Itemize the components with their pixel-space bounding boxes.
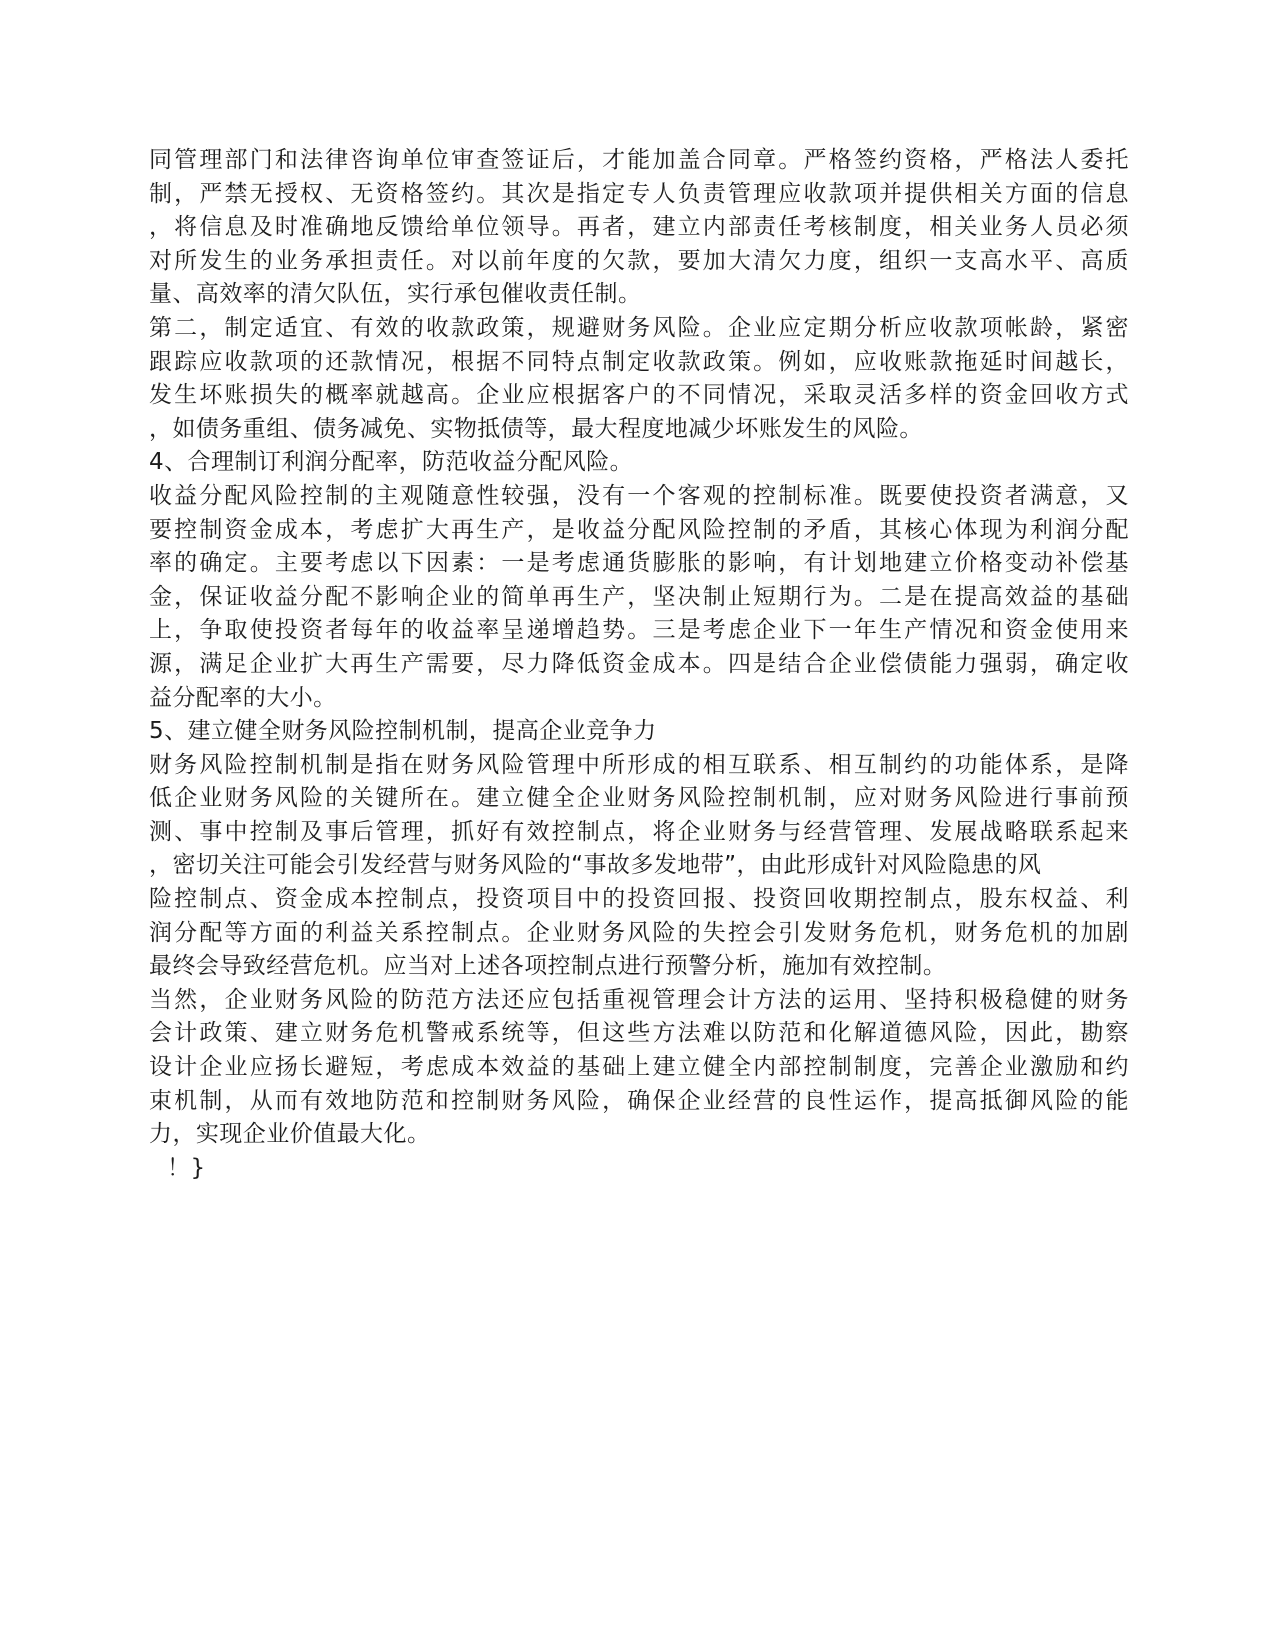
text-line-16: 源，满足企业扩大再生产需要，尽力降低资金成本。四是结合企业偿债能力强弱，确定收 [149,650,1129,677]
text-line-19: 财务风险控制机制是指在财务风险管理中所形成的相互联系、相互制约的功能体系，是降 [149,751,1129,778]
text-line-29: 束机制，从而有效地防范和控制财务风险，确保企业经营的良性运作，提高抵御风险的能 [149,1087,1129,1114]
text-line-4: 对所发生的业务承担责任。对以前年度的欠款，要加大清欠力度，组织一支高水平、高质 [149,247,1129,274]
section-heading-5: 5、建立健全财务风险控制机制，提高企业竞争力 [149,718,657,745]
text-line-13: 率的确定。主要考虑以下因素：一是考虑通货膨胀的影响，有计划地建立价格变动补偿基 [149,550,1129,577]
text-line-1: 同管理部门和法律咨询单位审查签证后，才能加盖合同章。严格签约资格，严格法人委托 [149,147,1129,173]
text-line-9: ，如债务重组、债务减免、实物抵债等，最大程度地减少坏账发生的风险。 [149,415,923,442]
text-line-22: ，密切关注可能会引发经营与财务风险的“事故多发地带”，由此形成针对风险隐患的风 [149,852,1042,879]
text-line-11: 收益分配风险控制的主观随意性较强，没有一个客观的控制标准。既要使投资者满意，又 [149,482,1129,509]
document-page [149,144,1129,1185]
text-line-26: 当然，企业财务风险的防范方法还应包括重视管理会计方法的运用、坚持积极稳健的财务 [149,986,1129,1013]
text-line-27: 会计政策、建立财务危机警戒系统等，但这些方法难以防范和化解道德风险，因此，勘察 [149,1020,1129,1047]
text-line-2: 制，严禁无授权、无资格签约。其次是指定专人负责管理应收款项并提供相关方面的信息 [149,180,1129,207]
text-line-25: 最终会导致经营危机。应当对上述各项控制点进行预警分析，施加有效控制。 [149,953,947,980]
text-line-7: 跟踪应收款项的还款情况，根据不同特点制定收款政策。例如，应收账款拖延时间越长， [149,348,1129,375]
text-line-14: 金，保证收益分配不影响企业的简单再生产，坚决制止短期行为。二是在提高效益的基础 [149,583,1129,610]
text-line-15: 上，争取使投资者每年的收益率呈递增趋势。三是考虑企业下一年生产情况和资金使用来 [149,617,1129,644]
text-line-12: 要控制资金成本，考虑扩大再生产，是收益分配风险控制的矛盾，其核心体现为利润分配 [149,516,1129,543]
text-line-20: 低企业财务风险的关键所在。建立健全企业财务风险控制机制，应对财务风险进行事前预 [149,785,1129,812]
text-line-23: 险控制点、资金成本控制点，投资项目中的投资回报、投资回收期控制点，股东权益、利 [149,886,1129,913]
text-line-3: ，将信息及时准确地反馈给单位领导。再者，建立内部责任考核制度，相关业务人员必须 [149,214,1129,241]
section-heading-4: 4、合理制订利润分配率，防范收益分配风险。 [149,449,634,476]
text-line-21: 测、事中控制及事后管理，抓好有效控制点，将企业财务与经营管理、发展战略联系起来 [149,818,1129,845]
text-line-24: 润分配等方面的利益关系控制点。企业财务风险的失控会引发财务危机，财务危机的加剧 [149,919,1129,946]
text-line-30: 力，实现企业价值最大化。 [149,1121,431,1148]
text-line-6: 第二，制定适宜、有效的收款政策，规避财务风险。企业应定期分析应收款项帐龄，紧密 [149,314,1129,341]
text-line-17: 益分配率的大小。 [149,684,337,711]
trailing-mark: ！} [167,1154,206,1181]
text-line-28: 设计企业应扬长避短，考虑成本效益的基础上建立健全内部控制制度，完善企业激励和约 [149,1054,1129,1081]
text-line-5: 量、高效率的清欠队伍，实行承包催收责任制。 [149,281,642,308]
text-line-8: 发生坏账损失的概率就越高。企业应根据客户的不同情况，采取灵活多样的资金回收方式 [149,382,1129,409]
